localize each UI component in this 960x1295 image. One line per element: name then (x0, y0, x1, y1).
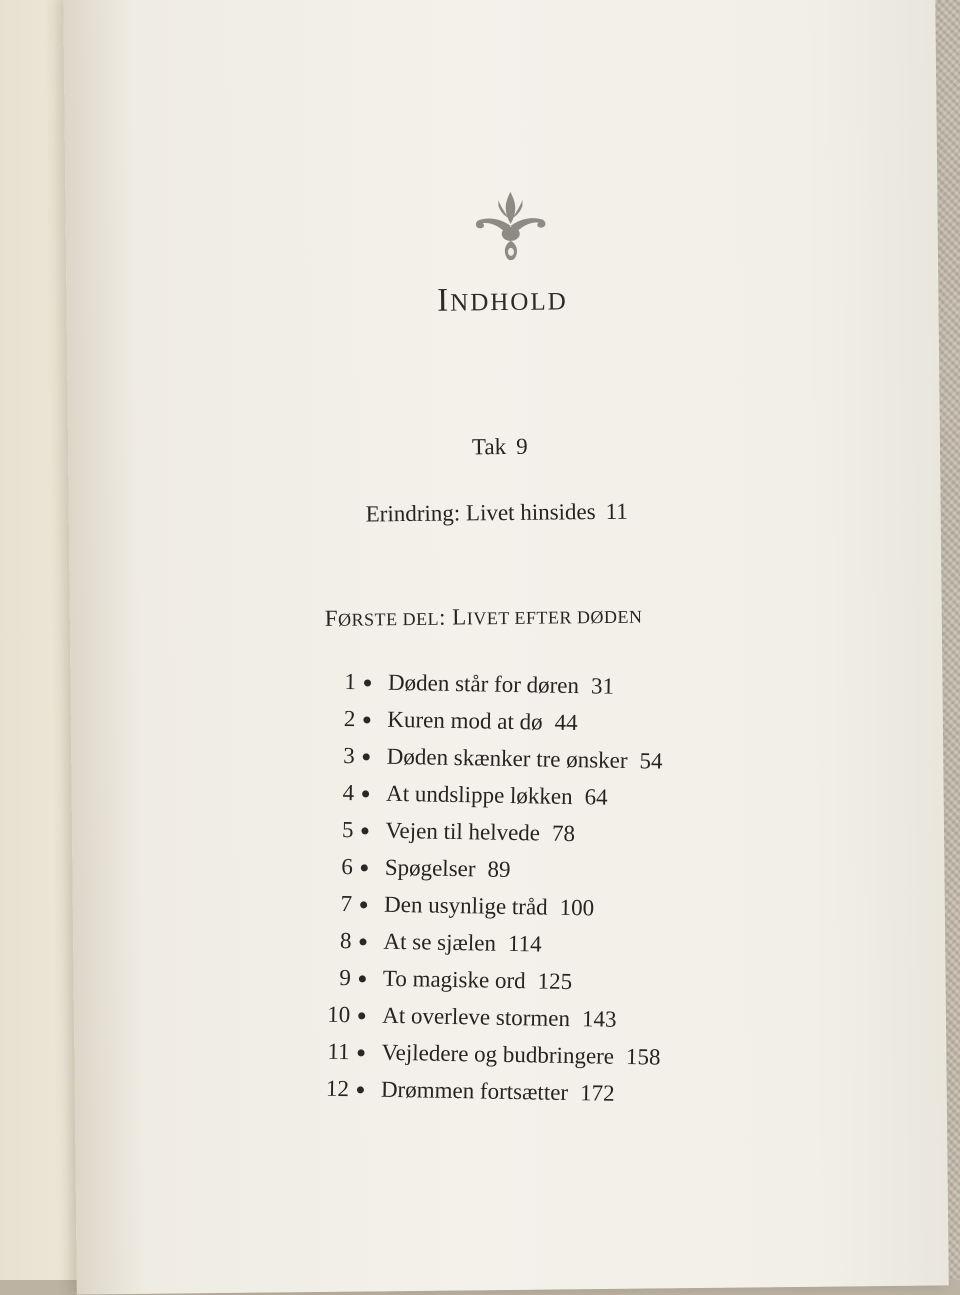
bullet-icon (362, 790, 369, 797)
fleuron-ornament-icon (468, 185, 553, 270)
chapter-number: 2 (343, 706, 356, 732)
part-rest-2: IVET EFTER DØDEN (466, 606, 643, 629)
book-page (63, 0, 949, 1295)
part-initial-1: F (324, 605, 339, 631)
part-rest-1: ØRSTE DEL (337, 608, 440, 630)
chapter-page: 125 (537, 968, 573, 995)
chapter-title: Kuren mod at dø (387, 706, 543, 735)
chapter-number: 6 (341, 854, 354, 880)
bullet-icon (359, 975, 366, 982)
chapter-page: 44 (554, 709, 578, 736)
chapter-page: 100 (559, 894, 595, 921)
bullet-icon (358, 1012, 365, 1019)
entry-title: Tak (471, 433, 507, 460)
chapter-number: 10 (327, 1001, 351, 1028)
page-title (66, 277, 938, 323)
bullet-icon (357, 1086, 364, 1093)
chapter-page: 114 (507, 930, 542, 957)
bullet-icon (364, 679, 371, 686)
chapter-number: 8 (339, 928, 352, 954)
chapter-number: 4 (342, 780, 355, 806)
chapter-number: 11 (327, 1038, 350, 1065)
entry-page: 9 (515, 433, 528, 459)
entry-title: Erindring: Livet hinsides (365, 499, 596, 527)
chapter-number: 7 (340, 891, 353, 917)
chapter-page: 158 (625, 1044, 661, 1070)
toc-entry-tak (472, 434, 528, 461)
chapter-title: Vejen til helvede (385, 817, 541, 846)
chapter-title: Spøgelser (384, 854, 476, 882)
chapter-title: At undslippe løkken (385, 780, 573, 810)
chapter-title: Døden skænker tre ønsker (386, 743, 628, 773)
chapter-page: 89 (487, 856, 511, 882)
chapter-list (289, 668, 717, 1119)
chapter-page: 31 (590, 673, 615, 699)
chapter-title: To magiske ord (382, 965, 526, 994)
chapter-number: 1 (344, 669, 357, 695)
part-initial-2: L (452, 604, 467, 630)
chapter-page: 64 (584, 784, 608, 810)
bullet-icon (360, 901, 367, 908)
chapter-page: 54 (639, 748, 663, 774)
chapter-number: 9 (339, 964, 352, 991)
entry-page: 11 (605, 498, 628, 524)
chapter-page: 143 (581, 1006, 617, 1032)
chapter-item (289, 1075, 710, 1119)
chapter-title: Døden står for døren (387, 669, 580, 699)
chapter-title: Den usynlige tråd (383, 891, 548, 920)
chapter-title: At se sjælen (383, 928, 497, 956)
toc-entry-erindring (366, 499, 628, 528)
bullet-icon (361, 827, 368, 834)
bullet-icon (361, 864, 368, 871)
part-heading (325, 603, 643, 632)
chapter-number: 5 (341, 817, 354, 843)
title-initial: I (436, 282, 451, 319)
chapter-title: Drømmen fortsætter (380, 1076, 569, 1106)
chapter-title: At overleve stormen (382, 1002, 571, 1032)
chapter-title: Vejledere og budbringere (381, 1039, 615, 1069)
chapter-page: 172 (579, 1080, 615, 1106)
bullet-icon (358, 1049, 365, 1056)
bullet-icon (363, 753, 370, 760)
chapter-page: 78 (551, 820, 576, 847)
chapter-number: 3 (343, 743, 355, 769)
bullet-icon (363, 716, 370, 723)
chapter-number: 12 (325, 1075, 350, 1102)
part-colon: : (438, 604, 453, 630)
title-rest: NDHOLD (450, 288, 568, 317)
bullet-icon (359, 938, 366, 945)
